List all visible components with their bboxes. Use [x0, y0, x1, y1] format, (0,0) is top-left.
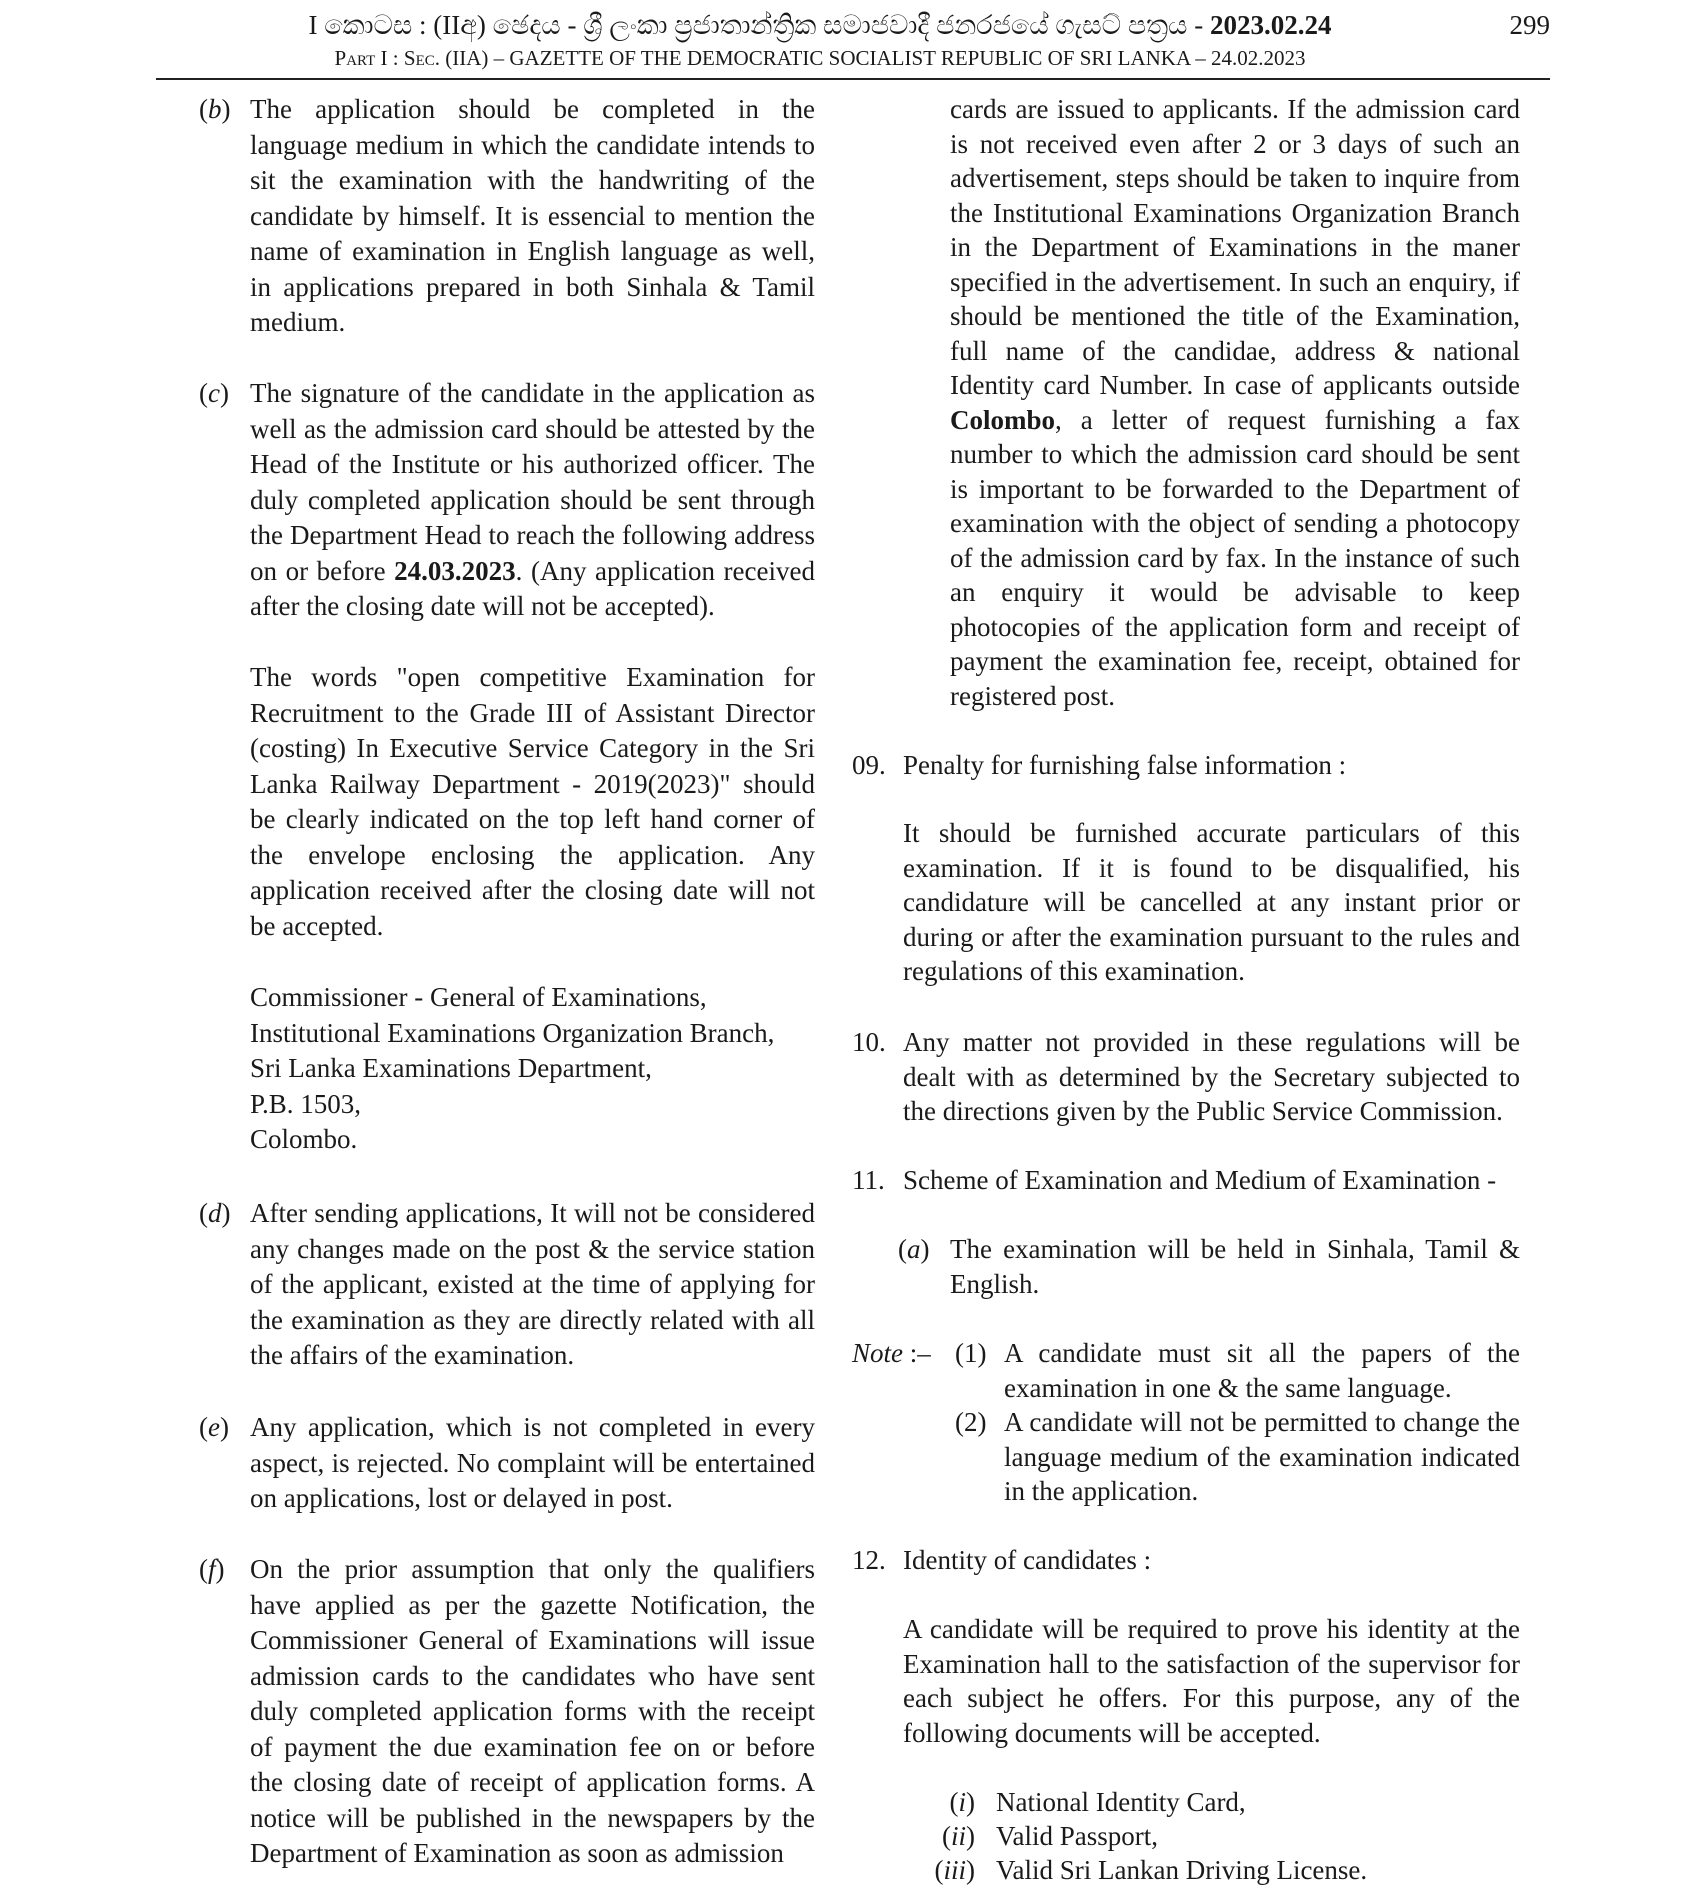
- section-11-a-text: The examination will be held in Sinhala, Tamil & English.: [950, 1234, 1520, 1299]
- item-e-text: Any application, which is not completed in every aspect, is rejected. No complaint will be entertained on applications, lost or delayed in post.: [250, 1412, 815, 1513]
- item-c-label: (c): [199, 378, 229, 408]
- section-11-a-label: (a): [898, 1234, 930, 1264]
- item-d-text: After sending applications, It will not be considered any changes made on the post & the service station of the applicant, existed at the time of applying for the examination as they are directly related with all the affairs of the examination.: [250, 1198, 815, 1370]
- page-number: 299: [1509, 10, 1550, 40]
- section-12-number: 12.: [852, 1545, 886, 1575]
- note-2-text: A candidate will not be permitted to change the language medium of the examination indicated in the application.: [1004, 1407, 1520, 1506]
- section-09-number: 09.: [852, 750, 886, 780]
- address-line: Commissioner - General of Examinations,: [250, 982, 707, 1012]
- note-1-number: (1): [955, 1338, 987, 1368]
- id-item-ii-text: Valid Passport,: [996, 1821, 1158, 1851]
- id-item-ii-number: (ii): [941, 1821, 975, 1851]
- section-11-heading: Scheme of Examination and Medium of Examination -: [903, 1165, 1497, 1195]
- section-12-text: A candidate will be required to prove his identity at the Examination hall to the satisfaction of the supervisor for each subject he offers. For this purpose, any of the following documents will be accepted.: [903, 1614, 1520, 1748]
- address-block: [250, 980, 815, 1158]
- header-english-title: [240, 44, 1400, 72]
- section-12-heading: Identity of candidates :: [903, 1545, 1152, 1575]
- header-english-rest: (IIA) – GAZETTE OF THE DEMOCRATIC SOCIALIST REPUBLIC OF SRI LANKA – 24.02.2023: [439, 46, 1306, 70]
- header-sinhala-prefix: I කොටස : (IIඅ) ඡෙදය - ශ්‍රී ලංකා ප්‍රජාතාන්ත්‍රික සමාජවාදී ජනරජයේ ගැසට් පත්‍රය -: [308, 10, 1210, 40]
- section-10-number: 10.: [852, 1027, 886, 1057]
- envelope-words-paragraph: The words "open competitive Examination for Recruitment to the Grade III of Assistant Director (costing) In Executive Service Category in the Sri Lanka Railway Department - 2019(2023)" should be clearly indicated on the top left hand corner of the envelope enclosing the application. Any application received after the closing date will not be accepted.: [250, 662, 815, 941]
- item-e-label: (e): [199, 1412, 229, 1442]
- id-item-iii-number: (iii): [934, 1855, 975, 1885]
- address-line: Sri Lanka Examinations Department,: [250, 1053, 652, 1083]
- admission-card-continuation: cards are issued to applicants. If the admission card is not received even after 2 or 3 days of such an advertisement, steps should be taken to inquire from the Institutional Examinations Organization Branch in the Department of Examinations in the maner specified in the advertisement. In such an enquiry, if should be mentioned the title of the Examination, full name of the candidae, address & national Identity card Number. In case of applicants outside Colombo, a letter of request furnishing a fax number to which the admission card should be sent is important to be forwarded to the Department of examination with the object of sending a photocopy of the admission card by fax. In the instance of such an enquiry it would be advisable to keep photocopies of the application form and receipt of payment the examination fee, receipt, obtained for registered post.: [950, 94, 1520, 711]
- header-sinhala-date: 2023.02.24: [1209, 10, 1332, 40]
- address-line: P.B. 1503,: [250, 1088, 362, 1119]
- item-f-label: (f): [199, 1554, 225, 1584]
- address-line: Colombo.: [250, 1124, 358, 1154]
- id-item-i-text: National Identity Card,: [996, 1787, 1246, 1817]
- note-label: Note :–: [852, 1338, 931, 1368]
- note-2-number: (2): [955, 1407, 987, 1437]
- closing-date: 24.03.2023: [394, 555, 516, 586]
- section-10-text: Any matter not provided in these regulations will be dealt with as determined by the Secretary subjected to the directions given by the Public Service Commission.: [903, 1027, 1520, 1126]
- section-09-heading: Penalty for furnishing false information :: [903, 750, 1347, 780]
- item-c-text: The signature of the candidate in the application as well as the admission card should be attested by the Head of the Institute or his authorized officer. The duly completed application should be sent through the Department Head to reach the following address on or before 24.03.2023. (Any application received after the closing date will not be accepted).: [250, 378, 815, 621]
- id-item-iii-text: Valid Sri Lankan Driving License.: [996, 1855, 1368, 1885]
- header-sinhala-title: [240, 8, 1400, 42]
- item-b-text: The application should be completed in the language medium in which the candidate intends to sit the examination with the handwriting of the candidate by himself. It is essencial to mention the name of examination in English language as well, in applications prepared in both Sinhala & Tamil medium.: [250, 94, 815, 337]
- header-rule: [156, 78, 1550, 80]
- item-b-label: (b): [199, 94, 231, 124]
- id-item-i-number: (i): [949, 1787, 975, 1817]
- item-f-text: On the prior assumption that only the qualifiers have applied as per the gazette Notification, the Commissioner General of Examinations will issue admission cards to the candidates who have sent duly completed application forms with the receipt of payment the due examination fee on or before the closing date of receipt of application forms. A notice will be published in the newspapers by the Department of Examination as soon as admission: [250, 1554, 815, 1868]
- note-1-text: A candidate must sit all the papers of the examination in one & the same language.: [1004, 1338, 1520, 1403]
- item-d-label: (d): [199, 1198, 231, 1228]
- bold-colombo: Colombo: [950, 404, 1056, 435]
- section-11-number: 11.: [852, 1165, 885, 1195]
- address-line: Institutional Examinations Organization Branch,: [250, 1017, 775, 1048]
- header-part-section: Part I : Sec.: [334, 46, 440, 70]
- section-09-text: It should be furnished accurate particulars of this examination. If it is found to be disqualified, his candidature will be cancelled at any instant prior or during or after the examination pursuant to the rules and regulations of this examination.: [903, 818, 1520, 986]
